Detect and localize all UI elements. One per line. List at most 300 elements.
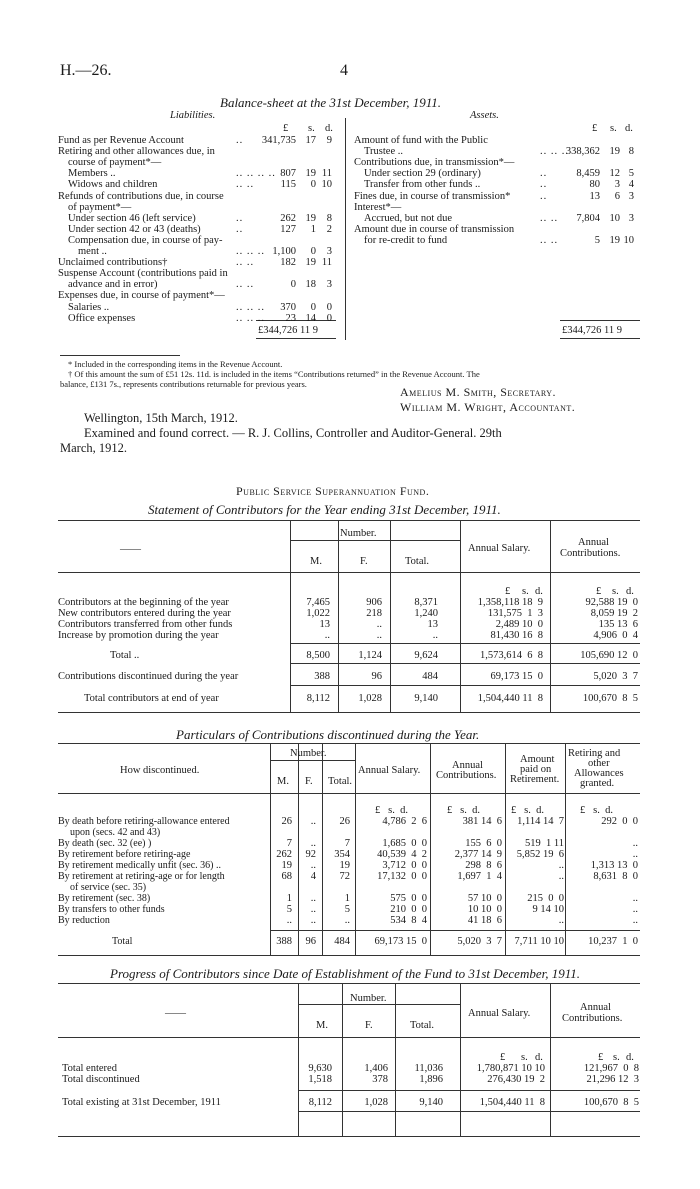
particulars-row-allow: .. <box>632 849 638 860</box>
liab-row-pence: 9 <box>326 135 332 146</box>
statement-row-m: 7,465 <box>306 597 330 608</box>
progress-col-rule <box>342 983 343 1136</box>
particulars-row-contrib: 57 10 0 <box>467 893 502 904</box>
asset-row-shillings: 19 <box>609 146 620 158</box>
statement-row-f: .. <box>376 619 382 630</box>
particulars-row-f: .. <box>310 904 316 915</box>
particulars-col-rule <box>505 743 506 955</box>
assets-total: £344,726 11 9 <box>562 325 622 336</box>
particulars-total-allow: 10,237 1 0 <box>588 936 638 947</box>
audit-line-2: March, 1912. <box>60 441 127 455</box>
progress-existing-f: 1,028 <box>364 1097 388 1108</box>
progress-lsd-s: s. <box>521 1052 528 1063</box>
liab-row-label: Office expenses <box>68 312 136 324</box>
particulars-h-number: Number. <box>290 748 327 759</box>
statement-number-rule <box>290 540 460 541</box>
asset-row-pence: 4 <box>628 179 634 191</box>
particulars-row-allow: 1,313 13 0 <box>590 860 638 871</box>
particulars-number-rule <box>270 760 355 761</box>
liab-row-label: Fund as per Revenue Account <box>58 135 184 146</box>
asset-row-pounds: 7,804 <box>576 212 600 224</box>
statement-row-total: 8,371 <box>414 597 438 608</box>
liab-row-leader: .. <box>236 223 244 235</box>
liab-row-pounds: 341,735 <box>261 135 296 146</box>
progress-row-f: 1,406 <box>364 1063 388 1074</box>
progress-row-total: 11,036 <box>414 1063 443 1074</box>
statement-row-f: 906 <box>366 597 382 608</box>
progress-row-label: Total discontinued <box>62 1074 140 1085</box>
liab-row-leader: .. .. .. <box>236 301 265 313</box>
liab-row-label: of payment*— <box>68 201 132 213</box>
particulars-row-total: 354 <box>334 849 350 860</box>
asset-row-leader: .. .. <box>540 234 559 246</box>
particulars-col-rule <box>322 743 323 955</box>
progress-lsd-d-2: d. <box>626 1052 634 1063</box>
liab-lsd-d: d. <box>325 123 333 134</box>
liab-row-shillings: 19 <box>305 212 316 224</box>
liab-row-label: Refunds of contributions due, in course <box>58 190 224 202</box>
particulars-lsd-salary: £ s. d. <box>375 805 408 816</box>
liab-row-leader: .. .. <box>236 179 255 191</box>
asset-row-pence: 8 <box>628 146 634 158</box>
progress-lsd-pound: £ <box>500 1052 506 1063</box>
progress-h-f: F. <box>365 1020 373 1031</box>
liab-total-rule <box>256 320 336 321</box>
liab-row-pounds: 807 <box>280 168 296 180</box>
statement-row-f: .. <box>376 630 382 641</box>
particulars-h-m: M. <box>277 776 289 787</box>
asset-row-leader: .. .. .. <box>540 146 569 158</box>
liab-row-label: advance and in error) <box>68 279 158 291</box>
particulars-h-allow1: Retiring and <box>568 748 621 759</box>
liab-row-shillings: 18 <box>305 279 316 291</box>
progress-existing-salary: 1,504,440 11 8 <box>479 1097 545 1108</box>
liab-row-label: course of payment*— <box>68 157 162 169</box>
statement-discontinued-label: Contributions discontinued during the year <box>58 671 239 682</box>
statement-discontinued-total: 484 <box>422 671 438 682</box>
liab-row-pence: 0 <box>326 312 332 324</box>
particulars-row-label: By retirement before retiring-age <box>58 849 191 860</box>
footnote-rule <box>60 355 180 356</box>
statement-h-number: Number. <box>340 528 377 539</box>
particulars-h-salary: Annual Salary. <box>358 765 421 776</box>
statement-title: Statement of Contributors for the Year ending 31st December, 1911. <box>148 502 501 517</box>
assets-lsd-pound: £ <box>592 123 598 134</box>
particulars-row-paid: 9 14 10 <box>532 904 564 915</box>
liab-row-label: Unclaimed contributions† <box>58 257 168 269</box>
asset-row-pounds: 80 <box>589 179 600 191</box>
particulars-row-contrib: 381 14 6 <box>462 816 502 827</box>
liab-row-leader: .. .. .. <box>236 246 265 257</box>
liab-row-label: Under section 46 (left service) <box>68 212 196 224</box>
particulars-row-total: 5 <box>344 904 350 915</box>
liab-row-label: Under section 42 or 43 (deaths) <box>68 223 201 235</box>
statement-discontinued-f: 96 <box>371 671 382 682</box>
statement-row-salary: 1,358,118 18 9 <box>477 597 543 608</box>
particulars-h-paid1: Amount <box>520 754 555 765</box>
particulars-lsd-contrib: £ s. d. <box>447 805 480 816</box>
particulars-title: Particulars of Contributions discontinued during the Year. <box>176 727 480 742</box>
audit-line-1: Examined and found correct. — R. J. Collins, Controller and Auditor-General. 29th <box>84 426 502 440</box>
particulars-row-allow: .. <box>632 915 638 926</box>
progress-row-label: Total entered <box>62 1063 117 1074</box>
progress-number-rule <box>298 1004 460 1005</box>
particulars-total-m: 388 <box>276 936 292 947</box>
statement-lsd-s-2: s. <box>612 586 619 597</box>
asset-row-label: Interest*— <box>354 201 402 213</box>
statement-row-contrib: 4,906 0 4 <box>593 630 638 641</box>
particulars-row-paid: 215 0 0 <box>527 893 564 904</box>
particulars-lsd-allow: £ s. d. <box>580 805 613 816</box>
progress-h-salary: Annual Salary. <box>468 1008 531 1019</box>
statement-disc-rule <box>290 685 640 686</box>
statement-total-total: 9,624 <box>414 650 438 661</box>
particulars-subtotal-rule <box>270 930 640 931</box>
progress-subtotal-rule <box>298 1090 640 1091</box>
liab-row-pence: 3 <box>326 279 332 291</box>
particulars-row-paid: .. <box>558 871 564 882</box>
statement-total-f: 1,124 <box>358 650 382 661</box>
statement-bottom-rule <box>58 712 640 713</box>
liab-row-label: Expenses due, in course of payment*— <box>58 290 225 302</box>
asset-row-shillings: 12 <box>609 168 620 180</box>
statement-h-m: M. <box>310 556 322 567</box>
particulars-row-salary: 40,539 4 2 <box>377 849 427 860</box>
progress-row-m: 9,630 <box>308 1063 332 1074</box>
particulars-row-allow: .. <box>632 904 638 915</box>
particulars-row-allow: 8,631 8 0 <box>593 871 638 882</box>
particulars-row-f: 4 <box>310 871 316 882</box>
asset-row-pence: 3 <box>628 212 634 224</box>
liab-row-pounds: 115 <box>280 179 296 191</box>
progress-row-f: 378 <box>372 1074 388 1085</box>
particulars-row-paid: 519 1 11 <box>525 838 564 849</box>
liab-row-shillings: 0 <box>310 246 316 257</box>
particulars-col-rule <box>565 743 566 955</box>
progress-col-rule <box>550 983 551 1136</box>
particulars-top-rule <box>58 743 640 744</box>
progress-h-number: Number. <box>350 993 387 1004</box>
progress-h-contrib1: Annual <box>580 1002 611 1013</box>
statement-col-rule <box>550 520 551 712</box>
fund-title: Public Service Superannuation Fund. <box>236 484 430 498</box>
liab-total-rule-2 <box>256 338 336 339</box>
assets-lsd-s: s. <box>610 123 617 134</box>
asset-row-shillings: 3 <box>614 179 620 191</box>
particulars-h-allow4: granted. <box>580 778 615 789</box>
statement-header-rule <box>58 572 640 573</box>
liab-row-pence: 0 <box>326 301 332 313</box>
particulars-h-f: F. <box>305 776 313 787</box>
statement-row-total: .. <box>432 630 438 641</box>
statement-col-rule <box>390 520 391 712</box>
particulars-total-paid: 7,711 10 10 <box>514 936 564 947</box>
statement-total-contrib: 105,690 12 0 <box>580 650 638 661</box>
particulars-col-rule <box>430 743 431 955</box>
statement-discontinued-m: 388 <box>314 671 330 682</box>
liab-row-leader: .. .. .. .. <box>236 168 276 180</box>
particulars-total-f: 96 <box>305 936 316 947</box>
place-date: Wellington, 15th March, 1912. <box>84 411 238 425</box>
liab-row-pence: 11 <box>321 168 332 180</box>
particulars-row-paid: .. <box>558 860 564 871</box>
particulars-total-salary: 69,173 15 0 <box>374 936 427 947</box>
asset-row-pounds: 5 <box>594 234 600 246</box>
particulars-row-label: By death (sec. 32 (ee) ) <box>58 838 152 849</box>
statement-row-label: Increase by promotion during the year <box>58 630 219 641</box>
asset-row-shillings: 19 <box>609 234 620 246</box>
progress-lsd-d: d. <box>535 1052 543 1063</box>
liab-row-label: ment .. <box>78 246 107 257</box>
particulars-row-m: 1 <box>286 893 292 904</box>
particulars-row-label: of service (sec. 35) <box>70 882 147 893</box>
statement-total-rule <box>290 663 640 664</box>
particulars-h-allow3: Allowances <box>574 768 624 779</box>
statement-h-contrib2: Contributions. <box>560 548 621 559</box>
liab-row-label: Suspense Account (contributions paid in <box>58 268 228 280</box>
statement-total-m: 8,500 <box>306 650 330 661</box>
particulars-row-m: 5 <box>286 904 292 915</box>
liab-lsd-pound: £ <box>283 123 289 134</box>
progress-top-rule <box>58 983 640 984</box>
particulars-row-total: 72 <box>339 871 350 882</box>
progress-row-salary: 276,430 19 2 <box>487 1074 545 1085</box>
particulars-row-m: 26 <box>281 816 292 827</box>
particulars-row-contrib: 1,697 1 4 <box>457 871 502 882</box>
liab-row-pence: 3 <box>326 246 332 257</box>
particulars-header-rule <box>58 793 640 794</box>
particulars-total-total: 484 <box>334 936 350 947</box>
particulars-col-rule <box>270 743 271 955</box>
statement-row-contrib: 135 13 6 <box>598 619 638 630</box>
particulars-row-paid: 5,852 19 6 <box>516 849 564 860</box>
statement-row-label: Contributors at the beginning of the year <box>58 597 229 608</box>
statement-discontinued-salary: 69,173 15 0 <box>490 671 543 682</box>
statement-end-m: 8,112 <box>306 693 330 704</box>
statement-lsd-pound-2: £ <box>596 586 602 597</box>
liab-row-shillings: 0 <box>310 179 316 191</box>
asset-row-label: Fines due, in course of transmission* <box>354 190 511 202</box>
statement-end-salary: 1,504,440 11 8 <box>477 693 543 704</box>
particulars-h-total: Total. <box>328 776 353 787</box>
liabilities-total: £344,726 11 9 <box>258 325 318 336</box>
particulars-row-salary: 3,712 0 0 <box>382 860 427 871</box>
particulars-row-label: By retirement medically unfit (sec. 36) .. <box>58 860 222 871</box>
statement-total-salary: 1,573,614 6 8 <box>480 650 543 661</box>
liab-row-label: Salaries .. <box>68 301 110 313</box>
asset-row-pence: 5 <box>628 168 634 180</box>
particulars-row-f: 92 <box>305 849 316 860</box>
balance-title: Balance-sheet at the 31st December, 1911. <box>220 95 442 110</box>
statement-row-total: 13 <box>427 619 438 630</box>
balance-divider <box>345 118 346 340</box>
statement-discontinued-contrib: 5,020 3 7 <box>593 671 638 682</box>
liab-row-shillings: 14 <box>305 312 316 324</box>
progress-row-total: 1,896 <box>419 1074 443 1085</box>
progress-col-rule <box>460 983 461 1136</box>
assets-total-rule <box>560 320 640 321</box>
liab-row-leader: .. .. <box>236 257 255 269</box>
progress-row-contrib: 121,967 0 8 <box>583 1063 639 1074</box>
report-code: H.—26. <box>60 62 112 79</box>
statement-h-salary: Annual Salary. <box>468 543 531 554</box>
statement-row-salary: 81,430 16 8 <box>490 630 543 641</box>
particulars-row-label: upon (secs. 42 and 43) <box>70 827 161 838</box>
liab-row-label: Compensation due, in course of pay- <box>68 234 223 246</box>
progress-header-rule <box>58 1037 640 1038</box>
particulars-lsd-paid: £ s. d. <box>511 805 544 816</box>
liab-row-leader: .. <box>236 135 244 146</box>
asset-row-label: Contributions due, in transmission*— <box>354 157 515 169</box>
statement-h-f: F. <box>360 556 368 567</box>
asset-row-shillings: 10 <box>609 212 620 224</box>
particulars-row-label: By transfers to other funds <box>58 904 165 915</box>
statement-lsd-pound: £ <box>505 586 511 597</box>
asset-row-label: Accrued, but not due <box>364 212 453 224</box>
particulars-h-paid3: Retirement. <box>510 774 560 785</box>
statement-subtotal-rule <box>290 643 640 644</box>
liab-row-pounds: 0 <box>290 279 296 291</box>
statement-lsd-s: s. <box>522 586 529 597</box>
assets-heading: Assets. <box>470 110 499 121</box>
statement-row-contrib: 8,059 19 2 <box>590 608 638 619</box>
particulars-row-salary: 575 0 0 <box>390 893 427 904</box>
particulars-row-f: .. <box>310 915 316 926</box>
particulars-bottom-rule <box>58 955 640 956</box>
liab-row-shillings: 0 <box>310 301 316 313</box>
statement-h-contrib1: Annual <box>578 537 609 548</box>
particulars-row-m: 7 <box>286 838 292 849</box>
particulars-row-total: 26 <box>339 816 350 827</box>
particulars-row-total: 7 <box>344 838 350 849</box>
liab-row-pounds: 262 <box>280 212 296 224</box>
particulars-row-contrib: 298 8 6 <box>465 860 502 871</box>
progress-col-rule <box>298 983 299 1136</box>
page-number: 4 <box>340 62 348 79</box>
liab-row-leader: .. .. <box>236 279 255 291</box>
particulars-row-f: .. <box>310 816 316 827</box>
particulars-row-f: .. <box>310 838 316 849</box>
liab-row-pounds: 1,100 <box>272 246 296 257</box>
liab-row-leader: .. <box>236 212 244 224</box>
particulars-row-allow: .. <box>632 893 638 904</box>
assets-total-rule-2 <box>560 338 640 339</box>
liab-row-pounds: 182 <box>280 257 296 269</box>
progress-lsd-pound-2: £ <box>598 1052 604 1063</box>
particulars-row-salary: 534 8 4 <box>390 915 427 926</box>
liab-row-pence: 11 <box>321 257 332 269</box>
particulars-col-rule <box>298 743 299 955</box>
asset-row-label: Transfer from other funds .. <box>364 179 481 191</box>
particulars-row-m: 19 <box>281 860 292 871</box>
asset-row-label: Trustee .. <box>364 146 403 158</box>
liab-lsd-s: s. <box>308 123 315 134</box>
asset-row-leader: .. <box>540 190 548 202</box>
particulars-row-contrib: 10 10 0 <box>467 904 502 915</box>
particulars-row-salary: 4,786 2 6 <box>382 816 427 827</box>
statement-col-rule <box>290 520 291 712</box>
asset-row-shillings: 6 <box>614 190 620 202</box>
footnote-3: balance, £131 7s., represents contributions returnable for previous years. <box>60 379 307 389</box>
assets-lsd-d: d. <box>625 123 633 134</box>
particulars-h-contrib1: Annual <box>452 760 483 771</box>
statement-col-rule <box>338 520 339 712</box>
particulars-row-salary: 210 0 0 <box>390 904 427 915</box>
asset-row-label: Under section 29 (ordinary) <box>364 168 481 180</box>
particulars-row-label: By reduction <box>58 915 110 926</box>
asset-row-pounds: 338,362 <box>565 146 600 158</box>
statement-total-label: Total .. <box>110 650 140 661</box>
progress-existing-contrib: 100,670 8 5 <box>583 1097 639 1108</box>
progress-existing-label: Total existing at 31st December, 1911 <box>62 1097 221 1108</box>
progress-lsd-s-2: s. <box>613 1052 620 1063</box>
statement-row-m: 1,022 <box>306 608 330 619</box>
particulars-row-m: 68 <box>281 871 292 882</box>
liab-row-label: Widows and children <box>68 179 158 191</box>
liab-row-pounds: 370 <box>280 301 296 313</box>
progress-title: Progress of Contributors since Date of Establishment of the Fund to 31st December, 1911. <box>110 966 581 981</box>
footnote-1: * Included in the corresponding items in the Revenue Account. <box>68 359 283 369</box>
statement-col-rule <box>460 520 461 712</box>
statement-row-salary: 131,575 1 3 <box>487 608 543 619</box>
progress-bottom-rule <box>58 1136 640 1137</box>
progress-h-m: M. <box>316 1020 328 1031</box>
statement-row-f: 218 <box>366 608 382 619</box>
asset-row-label: Amount of fund with the Public <box>354 135 488 146</box>
statement-h-total: Total. <box>405 556 430 567</box>
progress-row-contrib: 21,296 12 3 <box>586 1074 639 1085</box>
particulars-row-label: By death before retiring-allowance entered <box>58 816 230 827</box>
asset-row-leader: .. <box>540 168 548 180</box>
particulars-row-label: By retirement at retiring-age or for length <box>58 871 225 882</box>
particulars-row-salary: 17,132 0 0 <box>377 871 427 882</box>
particulars-row-total: 1 <box>344 893 350 904</box>
asset-row-pence: 10 <box>623 234 634 246</box>
statement-row-m: .. <box>324 630 330 641</box>
liabilities-heading: Liabilities. <box>170 110 216 121</box>
signature-secretary: Amelius M. Smith, Secretary. <box>400 385 557 399</box>
asset-row-pounds: 8,459 <box>576 168 600 180</box>
liab-row-shillings: 17 <box>305 135 316 146</box>
particulars-h-contrib2: Contributions. <box>436 770 497 781</box>
liab-row-pence: 2 <box>326 223 332 235</box>
progress-existing-m: 8,112 <box>308 1097 332 1108</box>
asset-row-label: Amount due in course of transmission <box>354 223 515 235</box>
asset-row-pence: 3 <box>628 190 634 202</box>
particulars-row-contrib: 155 6 0 <box>465 838 502 849</box>
statement-lsd-d: d. <box>535 586 543 597</box>
statement-end-contrib: 100,670 8 5 <box>582 693 638 704</box>
statement-stub-dash: —— <box>120 544 141 555</box>
particulars-total-label: Total <box>112 936 133 947</box>
asset-row-leader: .. <box>540 179 548 191</box>
progress-h-contrib2: Contributions. <box>562 1013 623 1024</box>
asset-row-label: for re-credit to fund <box>364 234 448 246</box>
particulars-col-rule <box>355 743 356 955</box>
progress-row-m: 1,518 <box>308 1074 332 1085</box>
statement-end-f: 1,028 <box>358 693 382 704</box>
particulars-row-total: 19 <box>339 860 350 871</box>
particulars-h-allow2: other <box>588 758 610 769</box>
particulars-row-f: .. <box>310 860 316 871</box>
statement-row-total: 1,240 <box>414 608 438 619</box>
statement-row-salary: 2,489 10 0 <box>495 619 543 630</box>
statement-row-m: 13 <box>319 619 330 630</box>
statement-row-label: Contributors transferred from other funds <box>58 619 233 630</box>
particulars-row-m: 262 <box>276 849 292 860</box>
progress-h-total: Total. <box>410 1020 435 1031</box>
progress-stub-dash: —— <box>165 1008 186 1019</box>
